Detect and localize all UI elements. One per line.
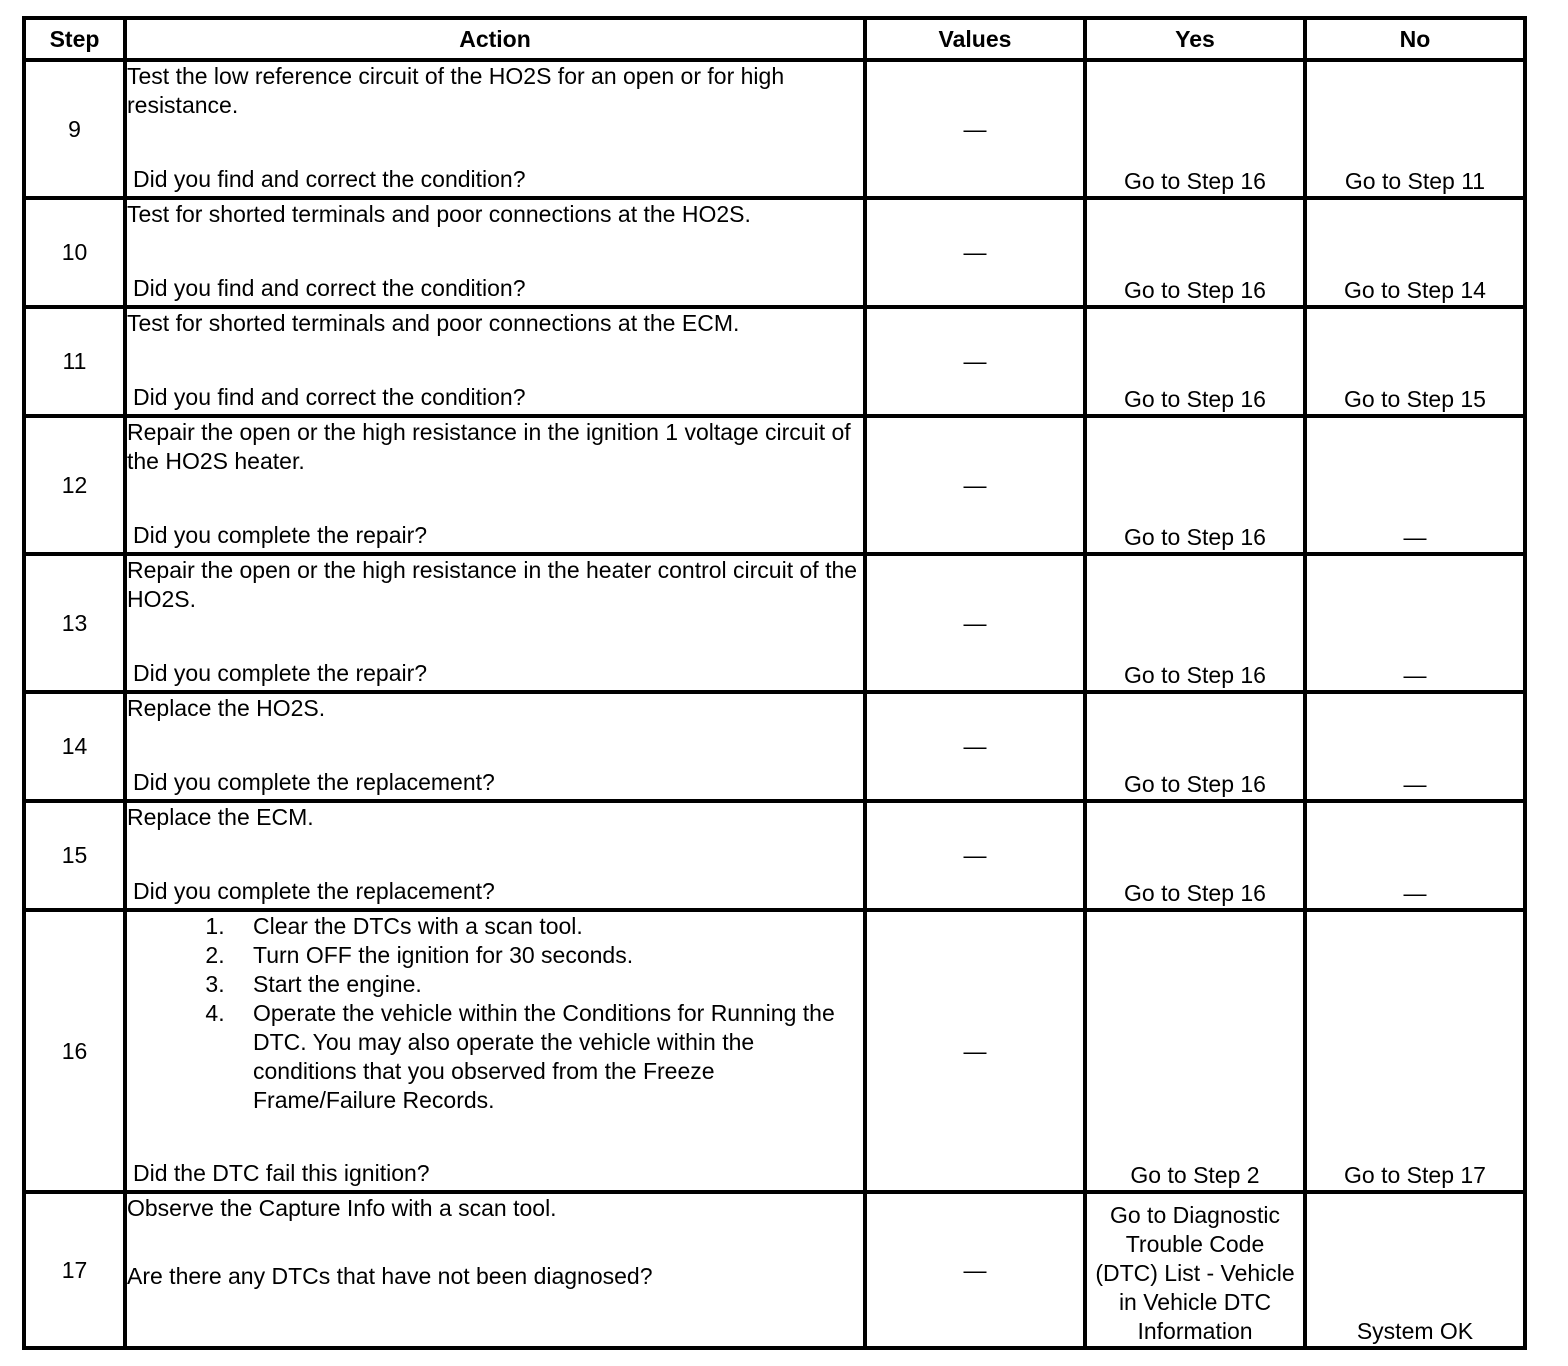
no-cell: — [1305, 416, 1525, 554]
action-cell [125, 801, 865, 910]
yes-cell: Go to Step 16 [1085, 198, 1305, 307]
action-cell [125, 307, 865, 416]
action-text: Test for shorted terminals and poor connections at the ECM. [127, 310, 740, 336]
values-cell: — [865, 692, 1085, 801]
action-question: Did you find and correct the condition? [133, 166, 526, 192]
no-cell: — [1305, 801, 1525, 910]
values-cell: — [865, 60, 1085, 198]
values-cell: — [865, 1192, 1085, 1348]
action-cell [125, 910, 865, 1192]
table-row [24, 910, 1525, 1192]
table-row [24, 801, 1525, 910]
action-text: Test the low reference circuit of the HO2S for an open or for high resistance. [127, 63, 785, 118]
action-cell [125, 554, 865, 692]
action-question: Did you find and correct the condition? [133, 384, 526, 410]
procedure-list [127, 912, 863, 1115]
no-cell: — [1305, 692, 1525, 801]
yes-cell: Go to Step 2 [1085, 910, 1305, 1192]
step-number: 12 [24, 416, 125, 554]
values-cell: — [865, 416, 1085, 554]
action-question: Did you find and correct the condition? [133, 275, 526, 301]
values-cell: — [865, 307, 1085, 416]
header-yes: Yes [1085, 18, 1305, 60]
table-row [24, 60, 1525, 198]
step-number: 9 [24, 60, 125, 198]
step-number: 16 [24, 910, 125, 1192]
list-item: 2. Turn OFF the ignition for 30 seconds. [231, 941, 863, 970]
action-cell [125, 198, 865, 307]
table-row [24, 307, 1525, 416]
diagnostic-table [22, 16, 1527, 1350]
action-question: Did you complete the repair? [133, 660, 428, 686]
step-number: 10 [24, 198, 125, 307]
values-cell: — [865, 801, 1085, 910]
no-cell: System OK [1305, 1192, 1525, 1348]
yes-cell: Go to Step 16 [1085, 60, 1305, 198]
yes-cell: Go to Step 16 [1085, 307, 1305, 416]
no-cell: Go to Step 15 [1305, 307, 1525, 416]
action-text: Repair the open or the high resistance in the ignition 1 voltage circuit of the HO2S heater. [127, 419, 851, 474]
header-row [24, 18, 1525, 60]
action-text: Repair the open or the high resistance in the heater control circuit of the HO2S. [127, 557, 858, 612]
list-item: 4. Operate the vehicle within the Conditions for Running the DTC. You may also operate the vehicle within the conditions that you observed from the Freeze Frame/Failure Records. [231, 999, 863, 1115]
step-number: 15 [24, 801, 125, 910]
values-cell: — [865, 910, 1085, 1192]
action-question: Did you complete the repair? [133, 522, 428, 548]
yes-cell: Go to Step 16 [1085, 801, 1305, 910]
table-row [24, 692, 1525, 801]
no-cell: Go to Step 17 [1305, 910, 1525, 1192]
no-cell: Go to Step 11 [1305, 60, 1525, 198]
yes-cell: Go to Step 16 [1085, 416, 1305, 554]
table-row [24, 554, 1525, 692]
action-question: Did the DTC fail this ignition? [133, 1160, 430, 1186]
values-cell: — [865, 554, 1085, 692]
table-row [24, 416, 1525, 554]
action-text: Test for shorted terminals and poor connections at the HO2S. [127, 201, 751, 227]
list-item: 3. Start the engine. [231, 970, 863, 999]
no-cell: — [1305, 554, 1525, 692]
action-cell [125, 692, 865, 801]
values-cell: — [865, 198, 1085, 307]
step-number: 14 [24, 692, 125, 801]
header-step: Step [24, 18, 125, 60]
yes-cell: Go to Step 16 [1085, 692, 1305, 801]
action-question: Did you complete the replacement? [133, 769, 495, 795]
step-number: 11 [24, 307, 125, 416]
header-no: No [1305, 18, 1525, 60]
action-question: Did you complete the replacement? [133, 878, 495, 904]
action-cell [125, 416, 865, 554]
action-text: Replace the HO2S. [127, 695, 326, 721]
step-number: 13 [24, 554, 125, 692]
table-row [24, 1192, 1525, 1348]
header-values: Values [865, 18, 1085, 60]
table-row [24, 198, 1525, 307]
no-cell: Go to Step 14 [1305, 198, 1525, 307]
action-question: Are there any DTCs that have not been diagnosed? [127, 1263, 653, 1289]
action-text: Observe the Capture Info with a scan tool. [127, 1195, 557, 1221]
header-action: Action [125, 18, 865, 60]
step-number: 17 [24, 1192, 125, 1348]
list-item: 1. Clear the DTCs with a scan tool. [231, 912, 863, 941]
action-cell [125, 1192, 865, 1348]
yes-cell: Go to Diagnostic Trouble Code (DTC) List - Vehicle in Vehicle DTC Information [1085, 1192, 1305, 1348]
yes-cell: Go to Step 16 [1085, 554, 1305, 692]
action-cell [125, 60, 865, 198]
action-text: Replace the ECM. [127, 804, 314, 830]
